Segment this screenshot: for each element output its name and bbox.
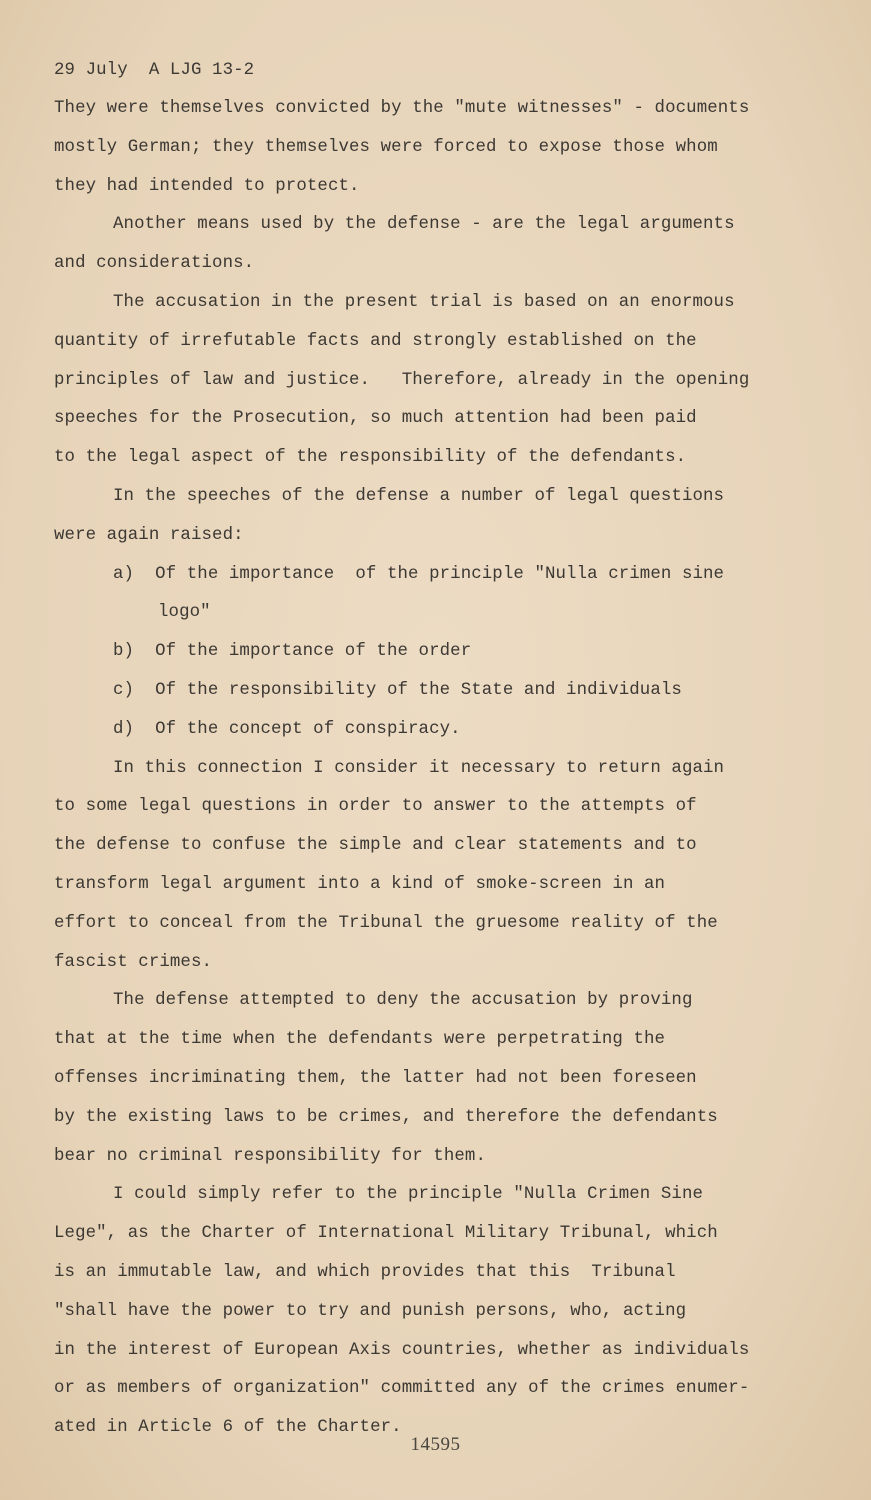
text-lines xyxy=(54,98,834,1456)
text-line: quantity of irrefutable facts and strongly established on the xyxy=(54,331,697,351)
text-line: by the existing laws to be crimes, and therefore the defendants xyxy=(54,1107,718,1127)
text-line: d) Of the concept of conspiracy. xyxy=(113,719,461,739)
document-body xyxy=(54,60,834,1456)
text-line: effort to conceal from the Tribunal the gruesome reality of the xyxy=(54,913,718,933)
text-line: to some legal questions in order to answer to the attempts of xyxy=(54,797,697,817)
text-line: logo" xyxy=(158,603,211,623)
text-line: bear no criminal responsibility for them. xyxy=(54,1146,486,1166)
text-line: They were themselves convicted by the "mute witnesses" - documents xyxy=(54,99,750,118)
text-line: mostly German; they themselves were forced to expose those whom xyxy=(54,137,718,157)
text-line: In the speeches of the defense a number of legal questions xyxy=(113,486,725,506)
text-line: Another means used by the defense - are the legal arguments xyxy=(113,215,735,235)
text-line: ated in Article 6 of the Charter. xyxy=(54,1418,402,1438)
text-line: I could simply refer to the principle "Nulla Crimen Sine xyxy=(113,1185,704,1205)
text-line: fascist crimes. xyxy=(54,952,213,972)
text-line: or as members of organization" committed any of the crimes enumer- xyxy=(54,1379,750,1399)
text-line: principles of law and justice. Therefore, already in the opening xyxy=(54,370,750,390)
text-line: c) Of the responsibility of the State and individuals xyxy=(113,680,682,700)
text-line: in the interest of European Axis countries, whether as individuals xyxy=(54,1340,750,1360)
text-line: they had intended to protect. xyxy=(54,176,360,196)
text-line: is an immutable law, and which provides that this Tribunal xyxy=(54,1262,676,1282)
text-line: Lege", as the Charter of International Military Tribunal, which xyxy=(54,1224,718,1244)
text-line: b) Of the importance of the order xyxy=(113,642,472,662)
text-line: In this connection I consider it necessary to return again xyxy=(113,758,725,778)
text-line: speeches for the Prosecution, so much attention had been paid xyxy=(54,409,697,429)
page-header: 29 July A LJG 13-2 xyxy=(54,61,255,80)
text-line: The defense attempted to deny the accusation by proving xyxy=(113,991,693,1011)
text-line: offenses incriminating them, the latter had not been foreseen xyxy=(54,1068,697,1088)
text-line: "shall have the power to try and punish persons, who, acting xyxy=(54,1301,687,1321)
text-line: transform legal argument into a kind of smoke-screen in an xyxy=(54,874,666,894)
text-line: the defense to confuse the simple and clear statements and to xyxy=(54,836,697,856)
page-number: 14595 xyxy=(410,1434,461,1455)
text-line: that at the time when the defendants were perpetrating the xyxy=(54,1030,666,1050)
text-line: and considerations. xyxy=(54,254,255,274)
text-line: a) Of the importance of the principle "Nulla crimen sine xyxy=(113,564,725,584)
text-line: The accusation in the present trial is based on an enormous xyxy=(113,292,735,312)
text-line: to the legal aspect of the responsibility of the defendants. xyxy=(54,448,687,468)
text-line: were again raised: xyxy=(54,525,244,545)
